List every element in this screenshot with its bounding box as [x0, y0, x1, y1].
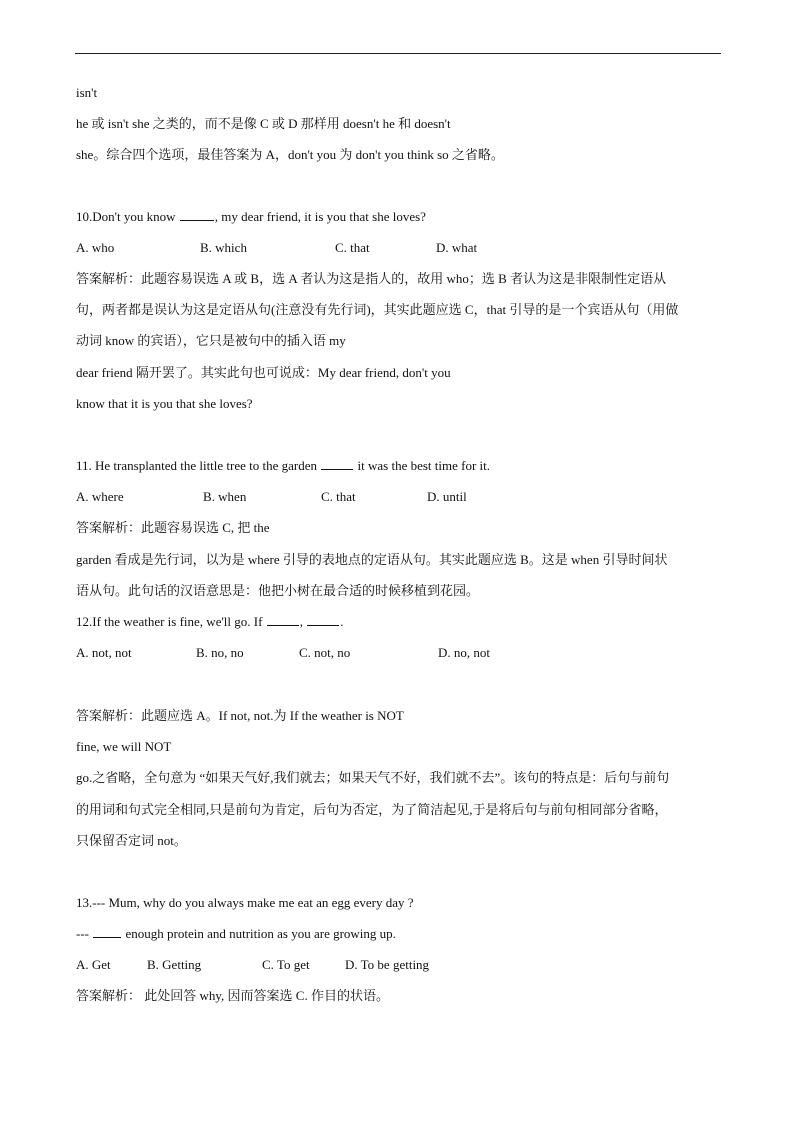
- option-c: C. not, no: [299, 645, 351, 660]
- option-a: A. where: [76, 489, 124, 504]
- question-text: 12.If the weather is fine, we'll go. If: [76, 614, 266, 629]
- answer-explanation: 动词 know 的宾语），它只是被句中的插入语 my: [76, 333, 346, 348]
- answer-explanation: 句，两者都是误认为这是定语从句(注意没有先行词)，其实此题应选 C，that 引导的是一个宾语从句（用做: [76, 302, 679, 317]
- option-d: D. no, not: [438, 645, 490, 660]
- question-12: [76, 613, 343, 631]
- question-text: it was the best time for it.: [354, 458, 491, 473]
- answer-blank: [307, 613, 339, 626]
- answer-explanation: garden 看成是先行词，以为是 where 引导的表地点的定语从句。其实此题应选 B。这是 when 引导时间状: [76, 552, 668, 567]
- question-13: 13.--- Mum, why do you always make me eat an egg every day ?: [76, 895, 414, 910]
- option-c: C. To get: [262, 957, 310, 972]
- answer-explanation: dear friend 隔开罢了。其实此句也可说成：My dear friend, don't you: [76, 365, 451, 380]
- question-text: enough protein and nutrition as you are growing up.: [122, 926, 396, 941]
- question-text: 10.Don't you know: [76, 209, 179, 224]
- option-b: B. no, no: [196, 645, 244, 660]
- answer-explanation: 答案解析：此题应选 A。If not, not.为 If the weather is NOT: [76, 708, 404, 723]
- answer-explanation: 的用词和句式完全相同,只是前句为肯定，后句为否定，为了简洁起见,于是将后句与前句相同部分省略，: [76, 802, 668, 817]
- question-text: 11. He transplanted the little tree to the garden: [76, 458, 321, 473]
- question-11: [76, 457, 490, 475]
- answer-blank: [321, 457, 353, 470]
- answer-explanation: 语从句。此句话的汉语意思是：他把小树在最合适的时候移植到花园。: [76, 583, 480, 598]
- text-line: she。综合四个选项，最佳答案为 A，don't you 为 don't you think so 之省略。: [76, 147, 504, 162]
- option-d: D. To be getting: [345, 957, 430, 972]
- text-line: isn't: [76, 85, 98, 100]
- option-d: D. until: [427, 489, 467, 504]
- option-c: C. that: [321, 489, 356, 504]
- question-text: ---: [76, 926, 93, 941]
- header-rule: [75, 53, 721, 54]
- answer-blank: [93, 925, 121, 938]
- answer-explanation: 答案解析： 此处回答 why, 因而答案选 C. 作目的状语。: [76, 988, 389, 1003]
- question-text: .: [340, 614, 344, 629]
- answer-explanation: fine, we will NOT: [76, 739, 172, 754]
- answer-explanation: 答案解析：此题容易误选 A 或 B，选 A 者认为这是指人的，故用 who；选 B 者认为这是非限制性定语从: [76, 271, 667, 286]
- question-text: ,: [299, 614, 307, 629]
- option-b: B. when: [203, 489, 247, 504]
- answer-explanation: go.之省略，全句意为 “如果天气好,我们就去；如果天气不好，我们就不去”。该句的特点是：后句与前句: [76, 770, 670, 785]
- answer-blank: [267, 613, 299, 626]
- option-a: A. who: [76, 240, 115, 255]
- answer-explanation: 答案解析：此题容易误选 C, 把 the: [76, 520, 270, 535]
- text-line: he 或 isn't she 之类的，而不是像 C 或 D 那样用 doesn't he 和 doesn't: [76, 116, 451, 131]
- option-a: A. not, not: [76, 645, 132, 660]
- answer-explanation: 只保留否定词 not。: [76, 833, 187, 848]
- question-10: [76, 208, 426, 226]
- option-b: B. Getting: [147, 957, 202, 972]
- option-c: C. that: [335, 240, 370, 255]
- option-b: B. which: [200, 240, 247, 255]
- question-13-response: [76, 925, 396, 943]
- option-d: D. what: [436, 240, 478, 255]
- answer-blank: [180, 208, 214, 221]
- question-text: , my dear friend, it is you that she loves?: [214, 209, 426, 224]
- option-a: A. Get: [76, 957, 111, 972]
- answer-explanation: know that it is you that she loves?: [76, 396, 253, 411]
